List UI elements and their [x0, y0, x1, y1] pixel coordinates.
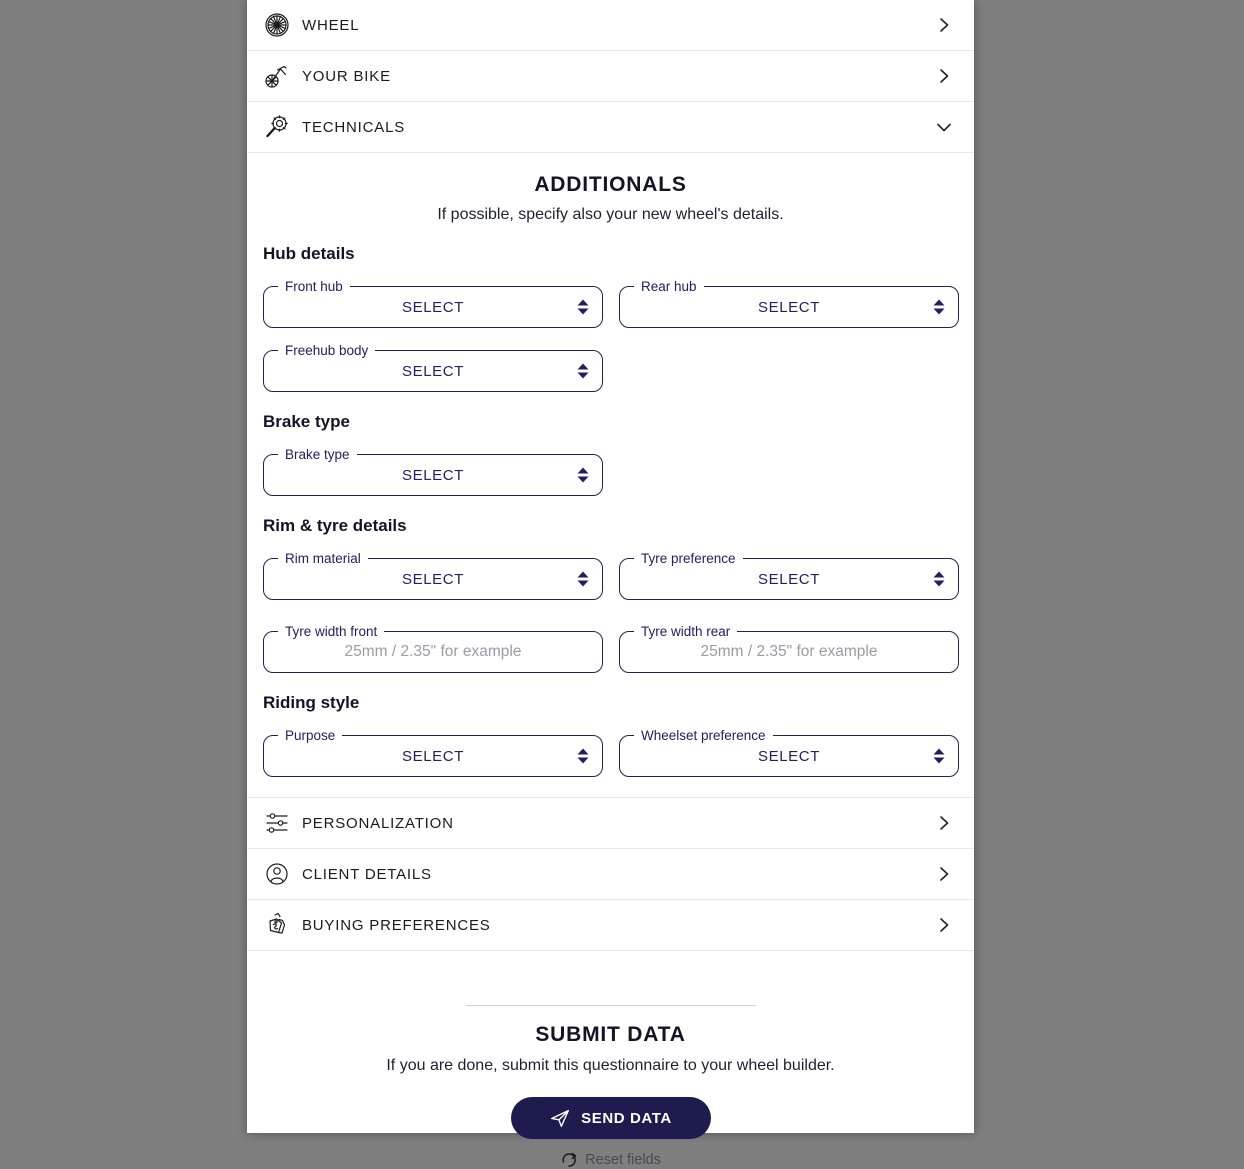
send-data-label: SEND DATA — [581, 1109, 672, 1127]
bike-icon — [263, 62, 291, 90]
accordion-technicals[interactable] — [247, 102, 974, 153]
person-icon — [263, 860, 291, 888]
magnifier-gear-icon — [263, 113, 291, 141]
rim-material-select[interactable] — [263, 551, 603, 600]
rear-hub-select[interactable] — [619, 279, 959, 328]
chevron-right-icon — [930, 911, 958, 939]
updown-arrows-icon — [576, 748, 590, 764]
reset-fields-label: Reset fields — [585, 1152, 661, 1168]
accordion-your-bike-label: YOUR BIKE — [302, 67, 391, 85]
tyre-width-rear-field — [619, 624, 959, 673]
wheelset-preference-label: Wheelset preference — [634, 727, 773, 744]
purpose-value: SELECT — [402, 747, 464, 765]
accordion-technicals-label: TECHNICALS — [302, 118, 406, 136]
updown-arrows-icon — [932, 571, 946, 587]
wheelset-preference-select[interactable] — [619, 728, 959, 777]
freehub-body-select[interactable] — [263, 343, 603, 392]
accordion-buying-preferences-label: BUYING PREFERENCES — [302, 916, 491, 934]
submit-title: SUBMIT DATA — [535, 1023, 686, 1046]
questionnaire-panel — [247, 0, 974, 1168]
brake-type-label: Brake type — [278, 446, 357, 463]
tyre-preference-value: SELECT — [758, 570, 820, 588]
chevron-right-icon — [930, 62, 958, 90]
freehub-body-value: SELECT — [402, 362, 464, 380]
sliders-icon — [263, 809, 291, 837]
brake-type-value: SELECT — [402, 466, 464, 484]
tyre-width-front-field — [263, 624, 603, 673]
purpose-label: Purpose — [278, 727, 342, 744]
tyre-preference-label: Tyre preference — [634, 550, 743, 567]
updown-arrows-icon — [576, 363, 590, 379]
accordion-wheel[interactable] — [247, 0, 974, 51]
updown-arrows-icon — [576, 571, 590, 587]
rear-hub-label: Rear hub — [634, 278, 704, 295]
front-hub-label: Front hub — [278, 278, 350, 295]
freehub-body-label: Freehub body — [278, 342, 375, 359]
divider — [466, 1005, 756, 1006]
accordion-client-details[interactable] — [247, 849, 974, 900]
tyre-width-rear-label: Tyre width rear — [634, 623, 737, 640]
additionals-subtitle: If possible, specify also your new wheel's details. — [437, 206, 784, 223]
chevron-right-icon — [930, 809, 958, 837]
reset-icon — [560, 1151, 578, 1169]
updown-arrows-icon — [932, 748, 946, 764]
technicals-additionals-section — [247, 153, 974, 798]
purpose-select[interactable] — [263, 728, 603, 777]
tyre-preference-select[interactable] — [619, 551, 959, 600]
chevron-right-icon — [930, 11, 958, 39]
rim-material-value: SELECT — [402, 570, 464, 588]
accordion-wheel-label: WHEEL — [302, 16, 360, 34]
wheel-icon — [263, 11, 291, 39]
updown-arrows-icon — [932, 299, 946, 315]
accordion-personalization-label: PERSONALIZATION — [302, 814, 454, 832]
accordion-personalization[interactable] — [247, 798, 974, 849]
price-tags-icon — [263, 911, 291, 939]
additionals-title: ADDITIONALS — [534, 173, 687, 196]
rim-material-label: Rim material — [278, 550, 368, 567]
group-heading-hub-details: Hub details — [263, 244, 355, 263]
submit-subtitle: If you are done, submit this questionnaire to your wheel builder. — [386, 1057, 835, 1074]
tyre-width-front-label: Tyre width front — [278, 623, 384, 640]
group-heading-brake-type: Brake type — [263, 412, 350, 431]
submit-section — [247, 951, 974, 1169]
group-heading-rim-tyre: Rim & tyre details — [263, 516, 407, 535]
accordion-your-bike[interactable] — [247, 51, 974, 102]
updown-arrows-icon — [576, 299, 590, 315]
rear-hub-value: SELECT — [758, 298, 820, 316]
front-hub-value: SELECT — [402, 298, 464, 316]
reset-fields-link[interactable] — [531, 1151, 691, 1169]
chevron-right-icon — [930, 860, 958, 888]
group-heading-riding-style: Riding style — [263, 693, 360, 712]
accordion-buying-preferences[interactable] — [247, 900, 974, 951]
wheelset-preference-value: SELECT — [758, 747, 820, 765]
brake-type-select[interactable] — [263, 447, 603, 496]
chevron-down-icon — [930, 113, 958, 141]
updown-arrows-icon — [576, 467, 590, 483]
send-data-button[interactable] — [511, 1097, 711, 1139]
front-hub-select[interactable] — [263, 279, 603, 328]
paper-plane-icon — [549, 1107, 571, 1129]
accordion-client-details-label: CLIENT DETAILS — [302, 865, 432, 883]
